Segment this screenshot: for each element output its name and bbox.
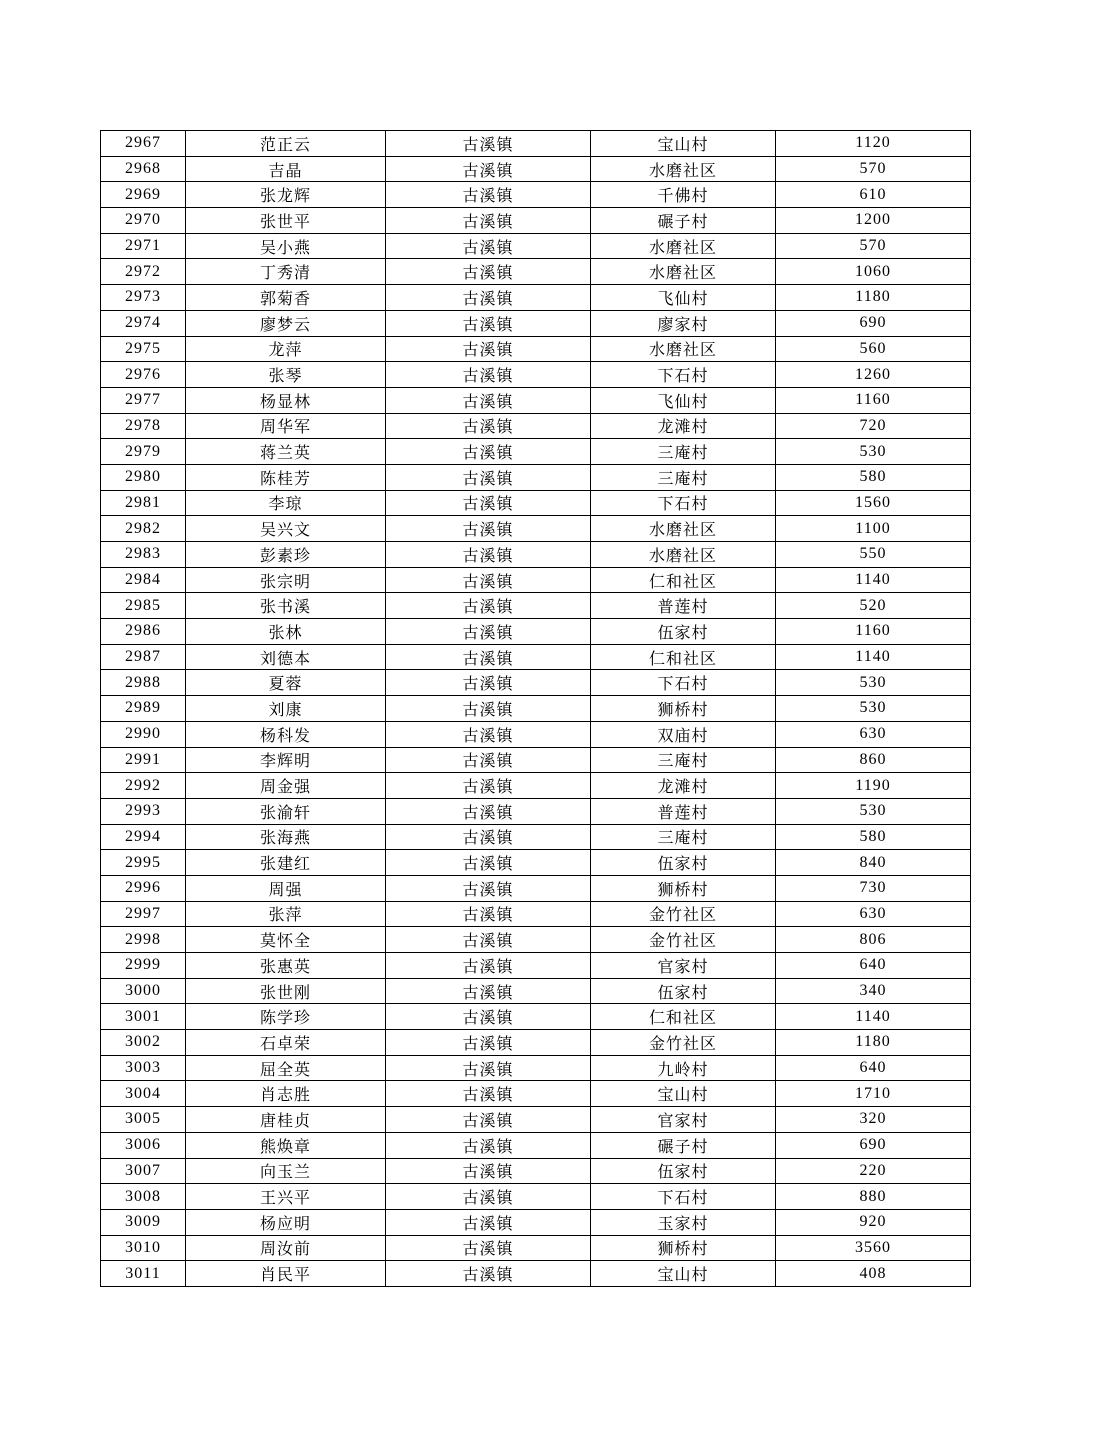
table-cell-amount: 1710 bbox=[776, 1081, 971, 1107]
table-cell-amount: 880 bbox=[776, 1184, 971, 1210]
table-cell-town: 古溪镇 bbox=[386, 773, 591, 799]
table-cell-name: 张海燕 bbox=[186, 824, 386, 850]
table-cell-town: 古溪镇 bbox=[386, 875, 591, 901]
table-cell-id: 3004 bbox=[101, 1081, 186, 1107]
table-cell-name: 肖民平 bbox=[186, 1261, 386, 1287]
table-cell-village: 狮桥村 bbox=[591, 1235, 776, 1261]
table-cell-village: 廖家村 bbox=[591, 310, 776, 336]
table-cell-amount: 3560 bbox=[776, 1235, 971, 1261]
table-cell-town: 古溪镇 bbox=[386, 1030, 591, 1056]
table-cell-amount: 730 bbox=[776, 875, 971, 901]
table-row bbox=[101, 1081, 971, 1107]
table-cell-id: 3010 bbox=[101, 1235, 186, 1261]
table-cell-amount: 580 bbox=[776, 464, 971, 490]
table-cell-id: 2995 bbox=[101, 850, 186, 876]
table-cell-name: 周汝前 bbox=[186, 1235, 386, 1261]
table-cell-amount: 1140 bbox=[776, 567, 971, 593]
table-cell-village: 普莲村 bbox=[591, 798, 776, 824]
table-cell-village: 伍家村 bbox=[591, 1158, 776, 1184]
table-cell-id: 2978 bbox=[101, 413, 186, 439]
table-cell-town: 古溪镇 bbox=[386, 567, 591, 593]
table-cell-amount: 570 bbox=[776, 156, 971, 182]
table-cell-village: 普莲村 bbox=[591, 593, 776, 619]
table-cell-village: 伍家村 bbox=[591, 619, 776, 645]
table-row bbox=[101, 953, 971, 979]
table-cell-town: 古溪镇 bbox=[386, 233, 591, 259]
table-row bbox=[101, 208, 971, 234]
table-cell-id: 2991 bbox=[101, 747, 186, 773]
table-cell-amount: 530 bbox=[776, 439, 971, 465]
table-cell-name: 王兴平 bbox=[186, 1184, 386, 1210]
table-cell-town: 古溪镇 bbox=[386, 1132, 591, 1158]
table-cell-name: 周金强 bbox=[186, 773, 386, 799]
table-cell-town: 古溪镇 bbox=[386, 747, 591, 773]
table-row bbox=[101, 567, 971, 593]
table-row bbox=[101, 1004, 971, 1030]
table-cell-id: 2979 bbox=[101, 439, 186, 465]
table-row bbox=[101, 131, 971, 157]
table-cell-name: 吉晶 bbox=[186, 156, 386, 182]
table-cell-name: 廖梦云 bbox=[186, 310, 386, 336]
table-cell-amount: 1190 bbox=[776, 773, 971, 799]
table-row bbox=[101, 516, 971, 542]
table-cell-village: 水磨社区 bbox=[591, 233, 776, 259]
table-cell-village: 金竹社区 bbox=[591, 927, 776, 953]
table-cell-id: 2970 bbox=[101, 208, 186, 234]
table-cell-village: 千佛村 bbox=[591, 182, 776, 208]
table-cell-amount: 1160 bbox=[776, 387, 971, 413]
table-cell-town: 古溪镇 bbox=[386, 696, 591, 722]
table-cell-town: 古溪镇 bbox=[386, 387, 591, 413]
table-cell-id: 3007 bbox=[101, 1158, 186, 1184]
table-cell-amount: 1200 bbox=[776, 208, 971, 234]
table-cell-id: 2972 bbox=[101, 259, 186, 285]
table-cell-amount: 1260 bbox=[776, 362, 971, 388]
table-cell-town: 古溪镇 bbox=[386, 619, 591, 645]
table-cell-town: 古溪镇 bbox=[386, 824, 591, 850]
table-cell-village: 仁和社区 bbox=[591, 567, 776, 593]
table-cell-town: 古溪镇 bbox=[386, 953, 591, 979]
table-row bbox=[101, 464, 971, 490]
table-cell-village: 狮桥村 bbox=[591, 696, 776, 722]
table-row bbox=[101, 1158, 971, 1184]
table-cell-town: 古溪镇 bbox=[386, 156, 591, 182]
table-cell-amount: 550 bbox=[776, 542, 971, 568]
table-cell-town: 古溪镇 bbox=[386, 131, 591, 157]
table-cell-amount: 1060 bbox=[776, 259, 971, 285]
table-cell-town: 古溪镇 bbox=[386, 927, 591, 953]
table-cell-village: 三庵村 bbox=[591, 439, 776, 465]
table-cell-name: 张宗明 bbox=[186, 567, 386, 593]
table-cell-id: 2973 bbox=[101, 285, 186, 311]
table-cell-village: 飞仙村 bbox=[591, 285, 776, 311]
table-cell-amount: 570 bbox=[776, 233, 971, 259]
table-cell-village: 宝山村 bbox=[591, 131, 776, 157]
table-cell-town: 古溪镇 bbox=[386, 644, 591, 670]
table-cell-town: 古溪镇 bbox=[386, 439, 591, 465]
table-row bbox=[101, 1184, 971, 1210]
table-cell-village: 下石村 bbox=[591, 490, 776, 516]
table-cell-name: 唐桂贞 bbox=[186, 1107, 386, 1133]
table-cell-village: 三庵村 bbox=[591, 464, 776, 490]
table-cell-amount: 860 bbox=[776, 747, 971, 773]
table-row bbox=[101, 875, 971, 901]
table-cell-village: 水磨社区 bbox=[591, 156, 776, 182]
table-cell-amount: 320 bbox=[776, 1107, 971, 1133]
table-cell-name: 张渝轩 bbox=[186, 798, 386, 824]
table-cell-amount: 920 bbox=[776, 1209, 971, 1235]
table-cell-town: 古溪镇 bbox=[386, 901, 591, 927]
table-cell-name: 张萍 bbox=[186, 901, 386, 927]
table-cell-town: 古溪镇 bbox=[386, 1081, 591, 1107]
table-cell-amount: 610 bbox=[776, 182, 971, 208]
table-cell-amount: 340 bbox=[776, 978, 971, 1004]
table-cell-name: 蒋兰英 bbox=[186, 439, 386, 465]
table-cell-name: 杨科发 bbox=[186, 721, 386, 747]
table-cell-town: 古溪镇 bbox=[386, 721, 591, 747]
table-cell-town: 古溪镇 bbox=[386, 310, 591, 336]
table-cell-id: 2982 bbox=[101, 516, 186, 542]
table-cell-village: 碾子村 bbox=[591, 1132, 776, 1158]
table-cell-amount: 1140 bbox=[776, 1004, 971, 1030]
table-cell-id: 2988 bbox=[101, 670, 186, 696]
table-cell-name: 李辉明 bbox=[186, 747, 386, 773]
table-cell-id: 2983 bbox=[101, 542, 186, 568]
table-cell-id: 2990 bbox=[101, 721, 186, 747]
table-cell-amount: 530 bbox=[776, 798, 971, 824]
table-cell-town: 古溪镇 bbox=[386, 978, 591, 1004]
table-cell-id: 2987 bbox=[101, 644, 186, 670]
table-cell-name: 陈学珍 bbox=[186, 1004, 386, 1030]
table-row bbox=[101, 336, 971, 362]
table-cell-id: 3008 bbox=[101, 1184, 186, 1210]
table-row bbox=[101, 1235, 971, 1261]
table-cell-id: 2986 bbox=[101, 619, 186, 645]
table-cell-village: 水磨社区 bbox=[591, 336, 776, 362]
table-row bbox=[101, 824, 971, 850]
table-cell-village: 玉家村 bbox=[591, 1209, 776, 1235]
table-cell-amount: 690 bbox=[776, 1132, 971, 1158]
table-cell-town: 古溪镇 bbox=[386, 1261, 591, 1287]
table-cell-village: 龙滩村 bbox=[591, 773, 776, 799]
table-cell-id: 2994 bbox=[101, 824, 186, 850]
table-row bbox=[101, 978, 971, 1004]
table-row bbox=[101, 850, 971, 876]
table-row bbox=[101, 439, 971, 465]
table-cell-town: 古溪镇 bbox=[386, 464, 591, 490]
table-cell-village: 伍家村 bbox=[591, 978, 776, 1004]
table-row bbox=[101, 413, 971, 439]
table-cell-village: 九岭村 bbox=[591, 1055, 776, 1081]
table-cell-id: 2985 bbox=[101, 593, 186, 619]
table-cell-name: 杨应明 bbox=[186, 1209, 386, 1235]
table-cell-amount: 1180 bbox=[776, 1030, 971, 1056]
table-cell-id: 2981 bbox=[101, 490, 186, 516]
table-cell-name: 周强 bbox=[186, 875, 386, 901]
table-cell-village: 金竹社区 bbox=[591, 1030, 776, 1056]
table-cell-village: 双庙村 bbox=[591, 721, 776, 747]
table-row bbox=[101, 773, 971, 799]
table-row bbox=[101, 387, 971, 413]
table-cell-village: 龙滩村 bbox=[591, 413, 776, 439]
table-cell-village: 下石村 bbox=[591, 670, 776, 696]
table-cell-town: 古溪镇 bbox=[386, 285, 591, 311]
table-cell-name: 龙萍 bbox=[186, 336, 386, 362]
table-cell-town: 古溪镇 bbox=[386, 1235, 591, 1261]
table-cell-id: 2989 bbox=[101, 696, 186, 722]
table-cell-id: 3009 bbox=[101, 1209, 186, 1235]
table-cell-village: 水磨社区 bbox=[591, 259, 776, 285]
table-cell-name: 丁秀清 bbox=[186, 259, 386, 285]
table-cell-town: 古溪镇 bbox=[386, 516, 591, 542]
table-cell-id: 2998 bbox=[101, 927, 186, 953]
table-cell-amount: 1100 bbox=[776, 516, 971, 542]
table-cell-town: 古溪镇 bbox=[386, 1158, 591, 1184]
table-cell-amount: 1560 bbox=[776, 490, 971, 516]
table-cell-amount: 530 bbox=[776, 696, 971, 722]
table-cell-id: 2968 bbox=[101, 156, 186, 182]
table-row bbox=[101, 747, 971, 773]
table-cell-amount: 640 bbox=[776, 953, 971, 979]
table-cell-name: 肖志胜 bbox=[186, 1081, 386, 1107]
table-cell-id: 2969 bbox=[101, 182, 186, 208]
table-cell-amount: 630 bbox=[776, 901, 971, 927]
table-cell-amount: 530 bbox=[776, 670, 971, 696]
table-cell-id: 2996 bbox=[101, 875, 186, 901]
table-row bbox=[101, 1055, 971, 1081]
table-cell-village: 官家村 bbox=[591, 1107, 776, 1133]
table-cell-village: 金竹社区 bbox=[591, 901, 776, 927]
roster-table bbox=[100, 130, 971, 1287]
table-cell-town: 古溪镇 bbox=[386, 1184, 591, 1210]
table-cell-amount: 520 bbox=[776, 593, 971, 619]
table-cell-name: 石卓荣 bbox=[186, 1030, 386, 1056]
table-cell-amount: 840 bbox=[776, 850, 971, 876]
table-cell-name: 刘德本 bbox=[186, 644, 386, 670]
table-cell-name: 吴小燕 bbox=[186, 233, 386, 259]
table-row bbox=[101, 619, 971, 645]
table-cell-name: 陈桂芳 bbox=[186, 464, 386, 490]
table-cell-name: 熊焕章 bbox=[186, 1132, 386, 1158]
table-cell-town: 古溪镇 bbox=[386, 542, 591, 568]
table-cell-village: 三庵村 bbox=[591, 747, 776, 773]
table-cell-village: 官家村 bbox=[591, 953, 776, 979]
table-cell-village: 宝山村 bbox=[591, 1261, 776, 1287]
table-cell-town: 古溪镇 bbox=[386, 1209, 591, 1235]
table-cell-name: 彭素珍 bbox=[186, 542, 386, 568]
table-cell-amount: 720 bbox=[776, 413, 971, 439]
table-row bbox=[101, 593, 971, 619]
table-cell-town: 古溪镇 bbox=[386, 670, 591, 696]
table-row bbox=[101, 670, 971, 696]
table-cell-name: 李琼 bbox=[186, 490, 386, 516]
table-cell-town: 古溪镇 bbox=[386, 413, 591, 439]
table-cell-amount: 408 bbox=[776, 1261, 971, 1287]
table-row bbox=[101, 542, 971, 568]
table-cell-amount: 640 bbox=[776, 1055, 971, 1081]
table-cell-id: 2999 bbox=[101, 953, 186, 979]
table-cell-name: 周华军 bbox=[186, 413, 386, 439]
table-row bbox=[101, 696, 971, 722]
table-row bbox=[101, 182, 971, 208]
table-cell-town: 古溪镇 bbox=[386, 850, 591, 876]
table-cell-amount: 690 bbox=[776, 310, 971, 336]
table-cell-name: 张惠英 bbox=[186, 953, 386, 979]
table-row bbox=[101, 644, 971, 670]
table-cell-name: 张世平 bbox=[186, 208, 386, 234]
table-cell-village: 宝山村 bbox=[591, 1081, 776, 1107]
table-body bbox=[101, 131, 971, 1287]
table-cell-town: 古溪镇 bbox=[386, 259, 591, 285]
table-cell-amount: 1120 bbox=[776, 131, 971, 157]
table-row bbox=[101, 285, 971, 311]
table-cell-name: 刘康 bbox=[186, 696, 386, 722]
table-cell-name: 夏蓉 bbox=[186, 670, 386, 696]
table-cell-id: 3001 bbox=[101, 1004, 186, 1030]
table-cell-id: 3006 bbox=[101, 1132, 186, 1158]
table-cell-name: 向玉兰 bbox=[186, 1158, 386, 1184]
table-row bbox=[101, 1132, 971, 1158]
table-cell-amount: 220 bbox=[776, 1158, 971, 1184]
table-cell-id: 2997 bbox=[101, 901, 186, 927]
table-row bbox=[101, 1209, 971, 1235]
table-cell-town: 古溪镇 bbox=[386, 1107, 591, 1133]
table-cell-name: 张龙辉 bbox=[186, 182, 386, 208]
table-row bbox=[101, 233, 971, 259]
table-cell-amount: 806 bbox=[776, 927, 971, 953]
table-cell-town: 古溪镇 bbox=[386, 593, 591, 619]
table-cell-village: 三庵村 bbox=[591, 824, 776, 850]
table-cell-village: 下石村 bbox=[591, 1184, 776, 1210]
table-cell-name: 张琴 bbox=[186, 362, 386, 388]
table-cell-id: 2974 bbox=[101, 310, 186, 336]
table-row bbox=[101, 490, 971, 516]
table-cell-name: 张林 bbox=[186, 619, 386, 645]
table-row bbox=[101, 901, 971, 927]
table-cell-id: 2977 bbox=[101, 387, 186, 413]
table-cell-village: 水磨社区 bbox=[591, 516, 776, 542]
table-row bbox=[101, 310, 971, 336]
table-cell-name: 张书溪 bbox=[186, 593, 386, 619]
table-cell-amount: 580 bbox=[776, 824, 971, 850]
table-row bbox=[101, 362, 971, 388]
table-cell-name: 杨显林 bbox=[186, 387, 386, 413]
table-cell-amount: 1180 bbox=[776, 285, 971, 311]
table-cell-village: 下石村 bbox=[591, 362, 776, 388]
table-cell-town: 古溪镇 bbox=[386, 1055, 591, 1081]
table-cell-id: 3002 bbox=[101, 1030, 186, 1056]
table-row bbox=[101, 1030, 971, 1056]
table-cell-id: 2976 bbox=[101, 362, 186, 388]
table-cell-id: 3005 bbox=[101, 1107, 186, 1133]
table-cell-town: 古溪镇 bbox=[386, 336, 591, 362]
table-row bbox=[101, 798, 971, 824]
table-cell-town: 古溪镇 bbox=[386, 490, 591, 516]
table-cell-town: 古溪镇 bbox=[386, 362, 591, 388]
table-cell-id: 2975 bbox=[101, 336, 186, 362]
table-cell-name: 范正云 bbox=[186, 131, 386, 157]
table-row bbox=[101, 259, 971, 285]
table-cell-village: 仁和社区 bbox=[591, 1004, 776, 1030]
table-cell-amount: 560 bbox=[776, 336, 971, 362]
table-cell-id: 2984 bbox=[101, 567, 186, 593]
table-cell-village: 伍家村 bbox=[591, 850, 776, 876]
table-row bbox=[101, 721, 971, 747]
table-cell-village: 飞仙村 bbox=[591, 387, 776, 413]
table-cell-town: 古溪镇 bbox=[386, 1004, 591, 1030]
table-cell-name: 张世刚 bbox=[186, 978, 386, 1004]
table-cell-name: 张建红 bbox=[186, 850, 386, 876]
table-cell-amount: 1140 bbox=[776, 644, 971, 670]
table-cell-amount: 1160 bbox=[776, 619, 971, 645]
table-cell-name: 吴兴文 bbox=[186, 516, 386, 542]
table-cell-town: 古溪镇 bbox=[386, 182, 591, 208]
table-cell-name: 郭菊香 bbox=[186, 285, 386, 311]
table-cell-id: 2967 bbox=[101, 131, 186, 157]
table-row bbox=[101, 927, 971, 953]
table-cell-id: 3003 bbox=[101, 1055, 186, 1081]
table-row bbox=[101, 1107, 971, 1133]
table-row bbox=[101, 156, 971, 182]
table-cell-town: 古溪镇 bbox=[386, 208, 591, 234]
table-cell-id: 2971 bbox=[101, 233, 186, 259]
table-cell-id: 2980 bbox=[101, 464, 186, 490]
table-cell-village: 碾子村 bbox=[591, 208, 776, 234]
table-cell-name: 屈全英 bbox=[186, 1055, 386, 1081]
table-cell-amount: 630 bbox=[776, 721, 971, 747]
table-row bbox=[101, 1261, 971, 1287]
table-cell-id: 2993 bbox=[101, 798, 186, 824]
table-cell-id: 3000 bbox=[101, 978, 186, 1004]
table-cell-name: 莫怀全 bbox=[186, 927, 386, 953]
table-cell-village: 仁和社区 bbox=[591, 644, 776, 670]
table-cell-village: 水磨社区 bbox=[591, 542, 776, 568]
table-cell-id: 3011 bbox=[101, 1261, 186, 1287]
table-cell-id: 2992 bbox=[101, 773, 186, 799]
table-cell-town: 古溪镇 bbox=[386, 798, 591, 824]
table-cell-village: 狮桥村 bbox=[591, 875, 776, 901]
